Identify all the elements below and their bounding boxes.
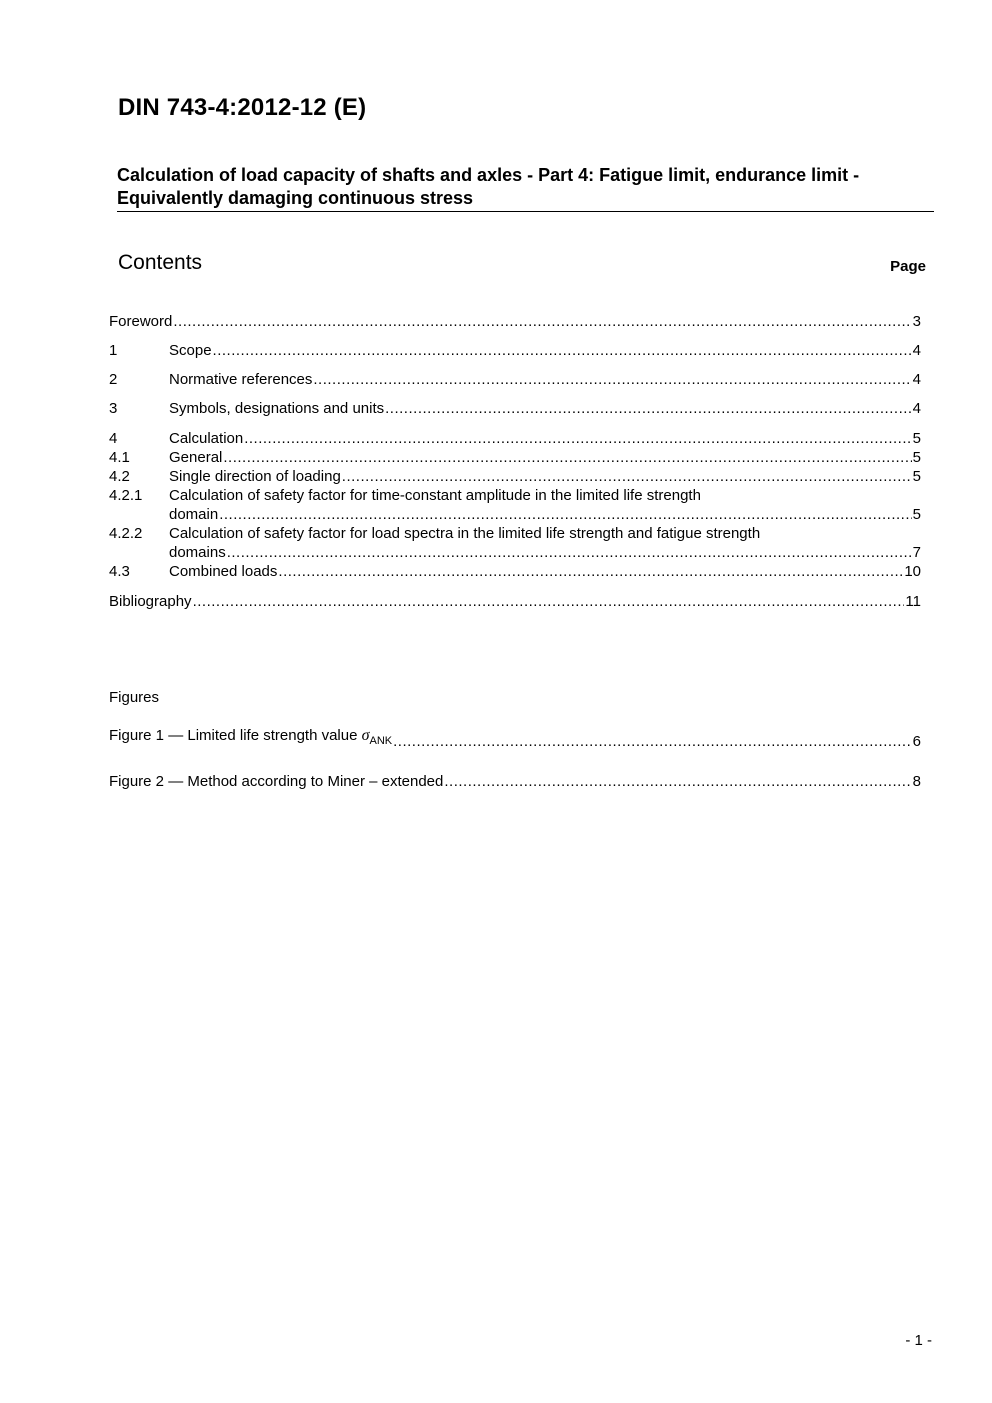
toc-entry-number: 4.2.1: [109, 487, 143, 504]
toc-entry-page: 5: [912, 468, 921, 485]
toc-entry-label-continued: domain: [169, 506, 219, 523]
dot-leader: [219, 505, 911, 524]
toc-entry-label: Calculation: [169, 430, 244, 447]
toc-entry[interactable]: [109, 467, 921, 486]
dot-leader: [223, 448, 911, 467]
figures-heading: Figures: [109, 689, 160, 706]
toc-section-4: [109, 429, 921, 581]
toc-entry[interactable]: [109, 592, 921, 611]
toc-entry-label: Calculation of safety factor for time-constant amplitude in the limited life strength: [169, 487, 701, 504]
figure-entry[interactable]: [109, 772, 921, 791]
toc-entry-label: Symbols, designations and units: [169, 400, 385, 417]
toc-entry-label: Bibliography: [109, 593, 192, 610]
dot-leader: [173, 312, 911, 331]
toc-entry[interactable]: [109, 562, 921, 581]
dot-leader: [444, 772, 911, 791]
toc-entry-label: Normative references: [169, 371, 313, 388]
toc-entry-label: Calculation of safety factor for load spectra in the limited life strength and fatigue strength: [169, 525, 761, 542]
figure-entry-page: 6: [912, 733, 921, 750]
dot-leader: [385, 399, 912, 418]
figure-entry-page: 8: [912, 773, 921, 790]
toc-entry-number: 3: [109, 400, 118, 417]
toc-entry-label: Foreword: [109, 313, 173, 330]
symbol-subscript: ANK: [369, 735, 393, 747]
toc-entry[interactable]: [109, 399, 921, 418]
dot-leader: [313, 370, 911, 389]
document-id: DIN 743-4:2012-12 (E): [118, 94, 367, 121]
toc-entry-number: 4: [109, 430, 118, 447]
toc-entry-number: 4.2: [109, 468, 130, 485]
toc-entry-continuation[interactable]: [109, 505, 921, 524]
toc-entry-number: 4.3: [109, 563, 130, 580]
dot-leader: [213, 341, 912, 360]
toc-entry[interactable]: [109, 524, 921, 543]
toc-entry[interactable]: [109, 312, 921, 331]
toc-entry-page: 3: [912, 313, 921, 330]
dot-leader: [227, 543, 912, 562]
document-title: Calculation of load capacity of shafts and axles - Part 4: Fatigue limit, endurance limit - Equivalently damaging continuous stress: [117, 164, 934, 212]
toc-entry-number: 4.2.2: [109, 525, 143, 542]
toc-entry-label: Combined loads: [169, 563, 278, 580]
figure-entry-label: Figure 2 — Method according to Miner – extended: [109, 773, 444, 790]
toc-entry-page: 4: [912, 342, 921, 359]
toc-entry-page: 5: [912, 506, 921, 523]
toc-entry-label-continued: domains: [169, 544, 226, 561]
figure-entry[interactable]: [109, 729, 921, 751]
toc-entry-label: General: [169, 449, 223, 466]
toc-entry-number: 1: [109, 342, 118, 359]
page-column-heading: Page: [890, 258, 926, 275]
toc-entry[interactable]: [109, 486, 921, 505]
toc-entry-page: 5: [912, 449, 921, 466]
figure-entry-label: Figure 1 — Limited life strength value $\sigma_{ANK}$: [109, 727, 393, 747]
dot-leader: [244, 429, 911, 448]
toc-entry[interactable]: [109, 341, 921, 360]
dot-leader: [342, 467, 912, 486]
toc-entry-number: 4.1: [109, 449, 130, 466]
sigma-symbol: σ: [361, 727, 370, 744]
toc-entry-page: 4: [912, 371, 921, 388]
toc-entry-number: 2: [109, 371, 118, 388]
dot-leader: [278, 562, 903, 581]
toc-entry-page: 11: [905, 593, 921, 610]
toc-entry-continuation[interactable]: [109, 543, 921, 562]
dot-leader: [193, 592, 905, 611]
page-number: - 1 -: [905, 1332, 932, 1349]
toc-entry-label: Scope: [169, 342, 212, 359]
toc-entry-page: 7: [912, 544, 921, 561]
dot-leader: [393, 732, 912, 751]
toc-entry-label: Single direction of loading: [169, 468, 341, 485]
toc-entry-page: 5: [912, 430, 921, 447]
toc-entry[interactable]: [109, 448, 921, 467]
toc-entry-page: 4: [912, 400, 921, 417]
contents-heading: Contents: [118, 251, 203, 274]
toc-entry[interactable]: [109, 429, 921, 448]
toc-entry-page: 10: [904, 563, 921, 580]
toc-entry[interactable]: [109, 370, 921, 389]
